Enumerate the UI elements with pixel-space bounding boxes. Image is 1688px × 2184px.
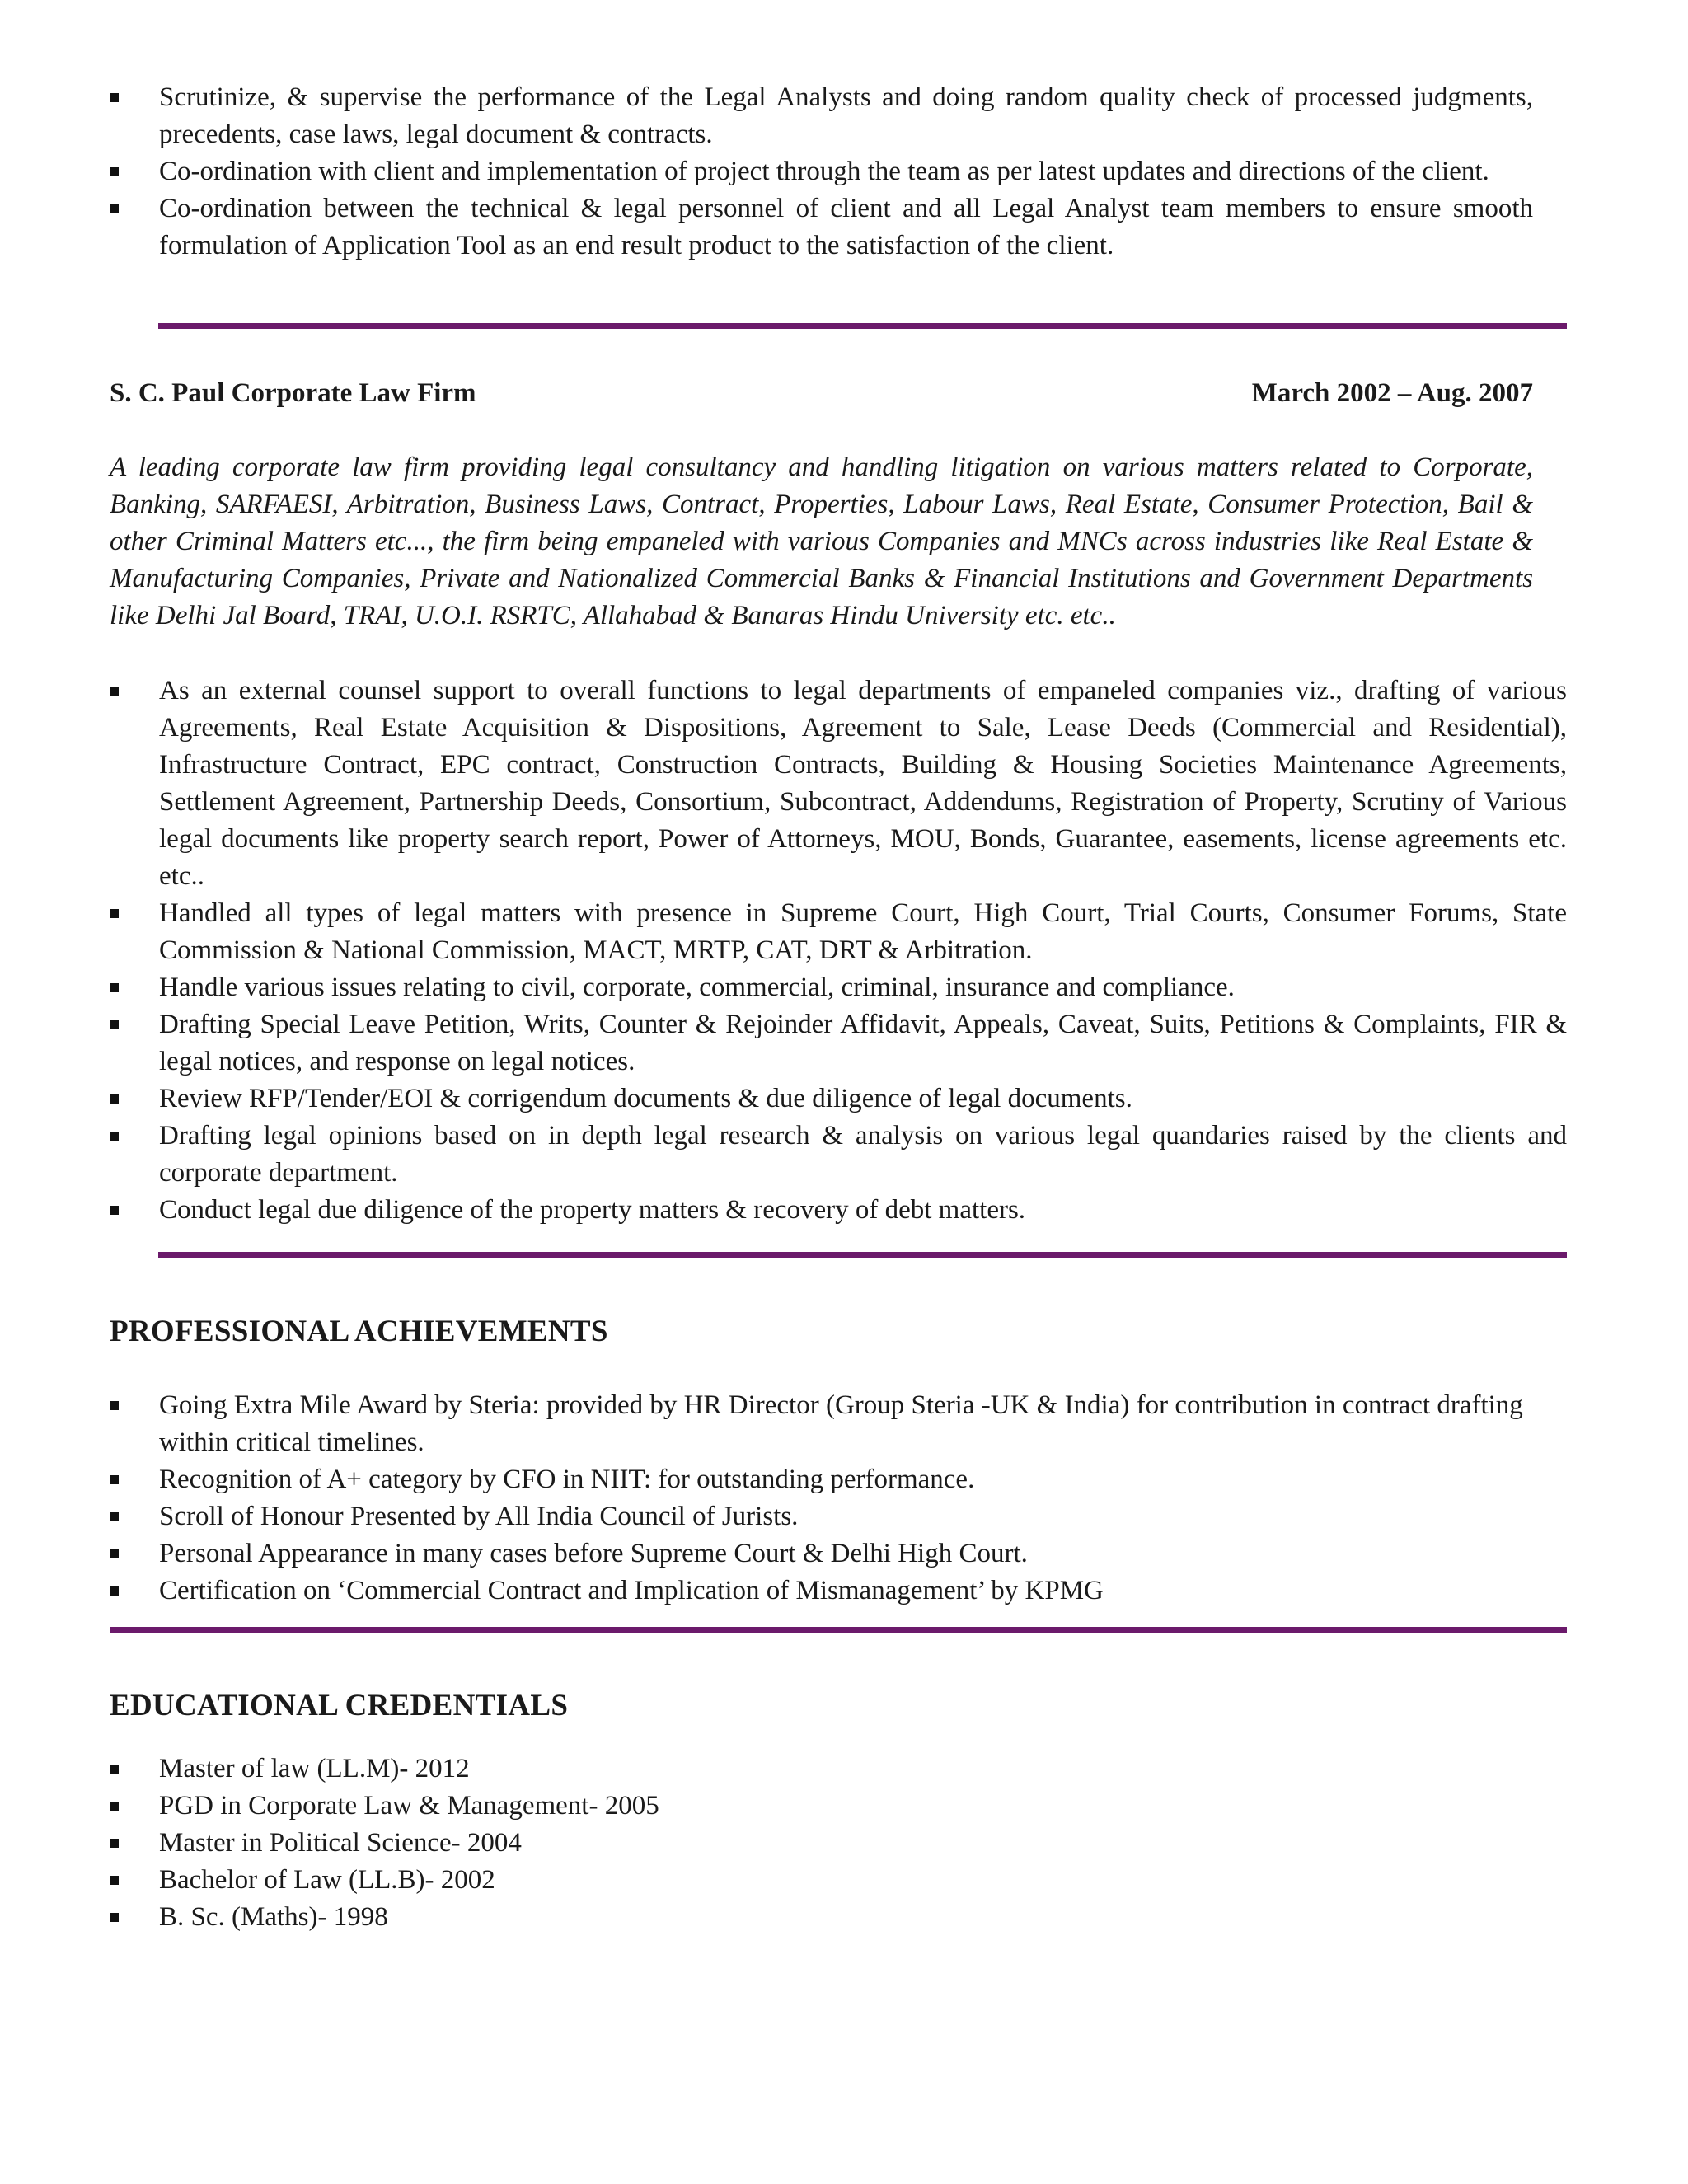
list-item: Personal Appearance in many cases before Supreme Court & Delhi High Court. (110, 1535, 1533, 1572)
list-item: Bachelor of Law (LL.B)- 2002 (110, 1862, 1533, 1899)
list-item: Certification on ‘Commercial Contract and Implication of Mismanagement’ by KPMG (110, 1572, 1533, 1610)
list-item: Co-ordination between the technical & legal personnel of client and all Legal Analyst team members to ensure smooth formulation of Application Tool as an end result product to the satisfaction of the client. (110, 190, 1533, 265)
bullet-icon (110, 204, 119, 213)
bullet-icon (110, 1094, 119, 1104)
section-divider (158, 323, 1567, 329)
list-item: Co-ordination with client and implementation of project through the team as per latest updates and directions of the client. (110, 153, 1533, 190)
list-item: Master of law (LL.M)- 2012 (110, 1750, 1533, 1788)
bullet-icon (110, 1512, 119, 1521)
achievements-list (110, 1387, 1533, 1610)
list-item: As an external counsel support to overall functions to legal departments of empaneled companies viz., drafting of various Agreements, Real Estate Acquisition & Dispositions, Agreement to Sale, Lease Deeds (Commercial and Residential), Infrastructure Contract, EPC contract, Construction Contracts, Building & Housing Societies Maintenance Agreements, Settlement Agreement, Partnership Deeds, Consortium, Subcontract, Addendums, Registration of Property, Scrutiny of Various legal documents like property search report, Power of Attorneys, MOU, Bonds, Guarantee, easements, license agreements etc. etc.. (110, 673, 1567, 895)
list-item: Scroll of Honour Presented by All India Council of Jurists. (110, 1498, 1533, 1535)
previous-role-bullets (110, 79, 1533, 265)
bullet-icon (110, 1913, 119, 1922)
education-title: EDUCATIONAL CREDENTIALS (110, 1689, 569, 1722)
section-divider (110, 1627, 1567, 1633)
bullet-icon (110, 1839, 119, 1848)
bullet-icon (110, 909, 119, 918)
list-item: Conduct legal due diligence of the property matters & recovery of debt matters. (110, 1192, 1567, 1229)
list-item: Scrutinize, & supervise the performance of the Legal Analysts and doing random quality check of processed judgments, precedents, case laws, legal document & contracts. (110, 79, 1533, 153)
bullet-icon (110, 1549, 119, 1558)
bullet-icon (110, 93, 119, 102)
list-item: Drafting Special Leave Petition, Writs, Counter & Rejoinder Affidavit, Appeals, Caveat, Suits, Petitions & Complaints, FIR & legal notices, and response on legal notices. (110, 1006, 1567, 1080)
section-divider (158, 1252, 1567, 1258)
bullet-icon (110, 1765, 119, 1774)
bullet-icon (110, 983, 119, 992)
bullet-icon (110, 687, 119, 696)
education-list (110, 1750, 1533, 1936)
list-item: Drafting legal opinions based on in depth legal research & analysis on various legal quandaries raised by the clients and corporate department. (110, 1118, 1567, 1192)
list-item: Review RFP/Tender/EOI & corrigendum documents & due diligence of legal documents. (110, 1080, 1567, 1118)
list-item: PGD in Corporate Law & Management- 2005 (110, 1788, 1533, 1825)
list-item: Master in Political Science- 2004 (110, 1825, 1533, 1862)
bullet-icon (110, 1401, 119, 1410)
firm-name: S. C. Paul Corporate Law Firm (110, 378, 476, 408)
list-item: Going Extra Mile Award by Steria: provided by HR Director (Group Steria -UK & India) for contribution in contract drafting within critical timelines. (110, 1387, 1533, 1461)
bullet-icon (110, 1586, 119, 1596)
list-item: Recognition of A+ category by CFO in NIIT: for outstanding performance. (110, 1461, 1533, 1498)
firm-responsibilities (110, 673, 1567, 1229)
list-item: B. Sc. (Maths)- 1998 (110, 1899, 1533, 1936)
list-item: Handle various issues relating to civil, corporate, commercial, criminal, insurance and compliance. (110, 969, 1567, 1006)
bullet-icon (110, 167, 119, 176)
bullet-icon (110, 1802, 119, 1811)
list-item: Handled all types of legal matters with presence in Supreme Court, High Court, Trial Courts, Consumer Forums, State Commission & National Commission, MACT, MRTP, CAT, DRT & Arbitration. (110, 895, 1567, 969)
bullet-icon (110, 1132, 119, 1141)
bullet-icon (110, 1020, 119, 1029)
bullet-icon (110, 1206, 119, 1215)
bullet-icon (110, 1475, 119, 1484)
achievements-title: PROFESSIONAL ACHIEVEMENTS (110, 1315, 608, 1348)
firm-description: A leading corporate law firm providing legal consultancy and handling litigation on various matters related to Corporate, Banking, SARFAESI, Arbitration, Business Laws, Contract, Properties, Labour Laws, Real Estate, Consumer Protection, Bail & other Criminal Matters etc..., the firm being empaneled with various Companies and MNCs across industries like Real Estate & Manufacturing Companies, Private and Nationalized Commercial Banks & Financial Institutions and Government Departments like Delhi Jal Board, TRAI, U.O.I. RSRTC, Allahabad & Banaras Hindu University etc. etc.. (110, 452, 1533, 630)
bullet-icon (110, 1876, 119, 1885)
firm-dates: March 2002 – Aug. 2007 (1251, 378, 1533, 408)
